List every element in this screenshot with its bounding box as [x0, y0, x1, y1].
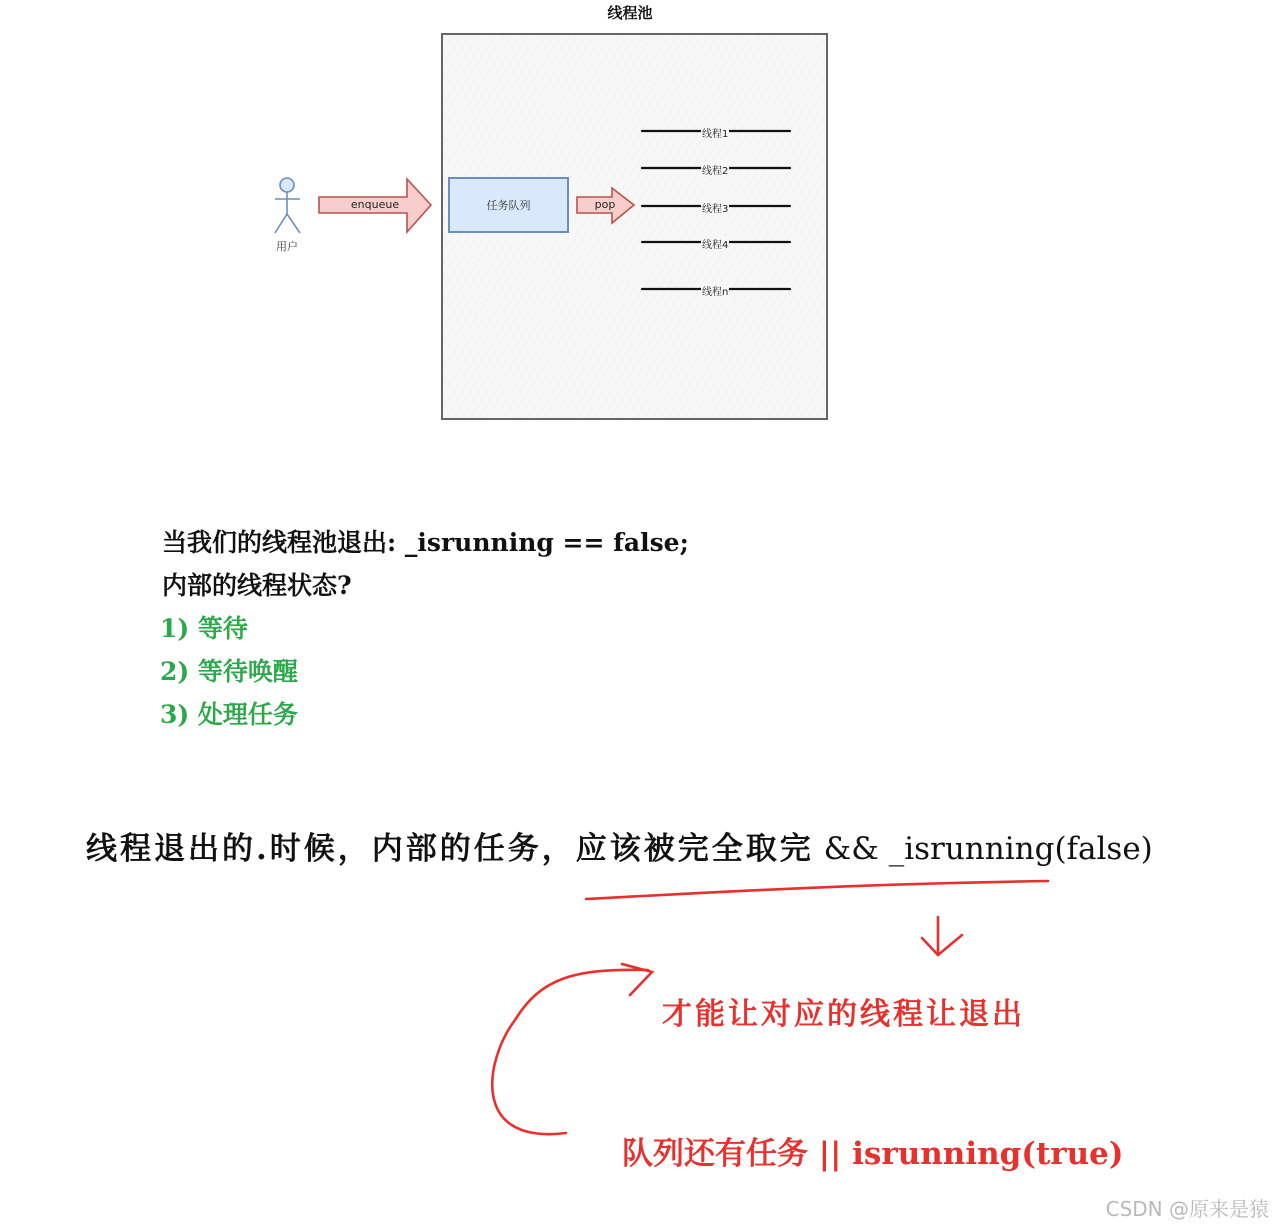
csdn-watermark: CSDN @原来是猿: [1105, 1197, 1269, 1221]
diagram-shapes: [0, 0, 1277, 480]
thread-label: 线程1: [701, 125, 729, 140]
exit-condition-code: && _isrunning(false): [813, 831, 1153, 867]
enqueue-label: enqueue: [350, 198, 400, 211]
state-item: 2) 等待唤醒: [160, 657, 298, 686]
task-queue-box: [448, 177, 569, 233]
user-label: 用户: [276, 240, 298, 253]
diagram-title: 线程池: [607, 4, 653, 22]
thread-label: 线程2: [701, 162, 729, 177]
thread-label: 线程n: [701, 283, 729, 298]
down-arrow-icon: [922, 917, 962, 955]
question-line-2: 内部的线程状态?: [162, 571, 352, 600]
loop-back-arrow-icon: [492, 964, 652, 1134]
exit-condition-text: 线程退出的.时候，内部的任务，应该被完全取完: [86, 831, 814, 867]
handwritten-marks: [0, 860, 1277, 1160]
state-item: 3) 处理任务: [160, 700, 298, 729]
question-line-1: 当我们的线程池退出: _isrunning == false;: [162, 528, 689, 557]
task-queue-label: 任务队列: [486, 199, 531, 212]
exit-result-annotation: 才能让对应的线程让退出: [662, 997, 1025, 1032]
thread-label: 线程3: [701, 200, 729, 215]
thread-label: 线程4: [701, 236, 729, 251]
state-item: 1) 等待: [160, 614, 248, 643]
loop-condition-annotation: 队列还有任务 || isrunning(true): [622, 1136, 1124, 1172]
user-actor-icon: [275, 178, 300, 233]
pop-label: pop: [594, 198, 616, 211]
underline-stroke: [586, 881, 1048, 899]
